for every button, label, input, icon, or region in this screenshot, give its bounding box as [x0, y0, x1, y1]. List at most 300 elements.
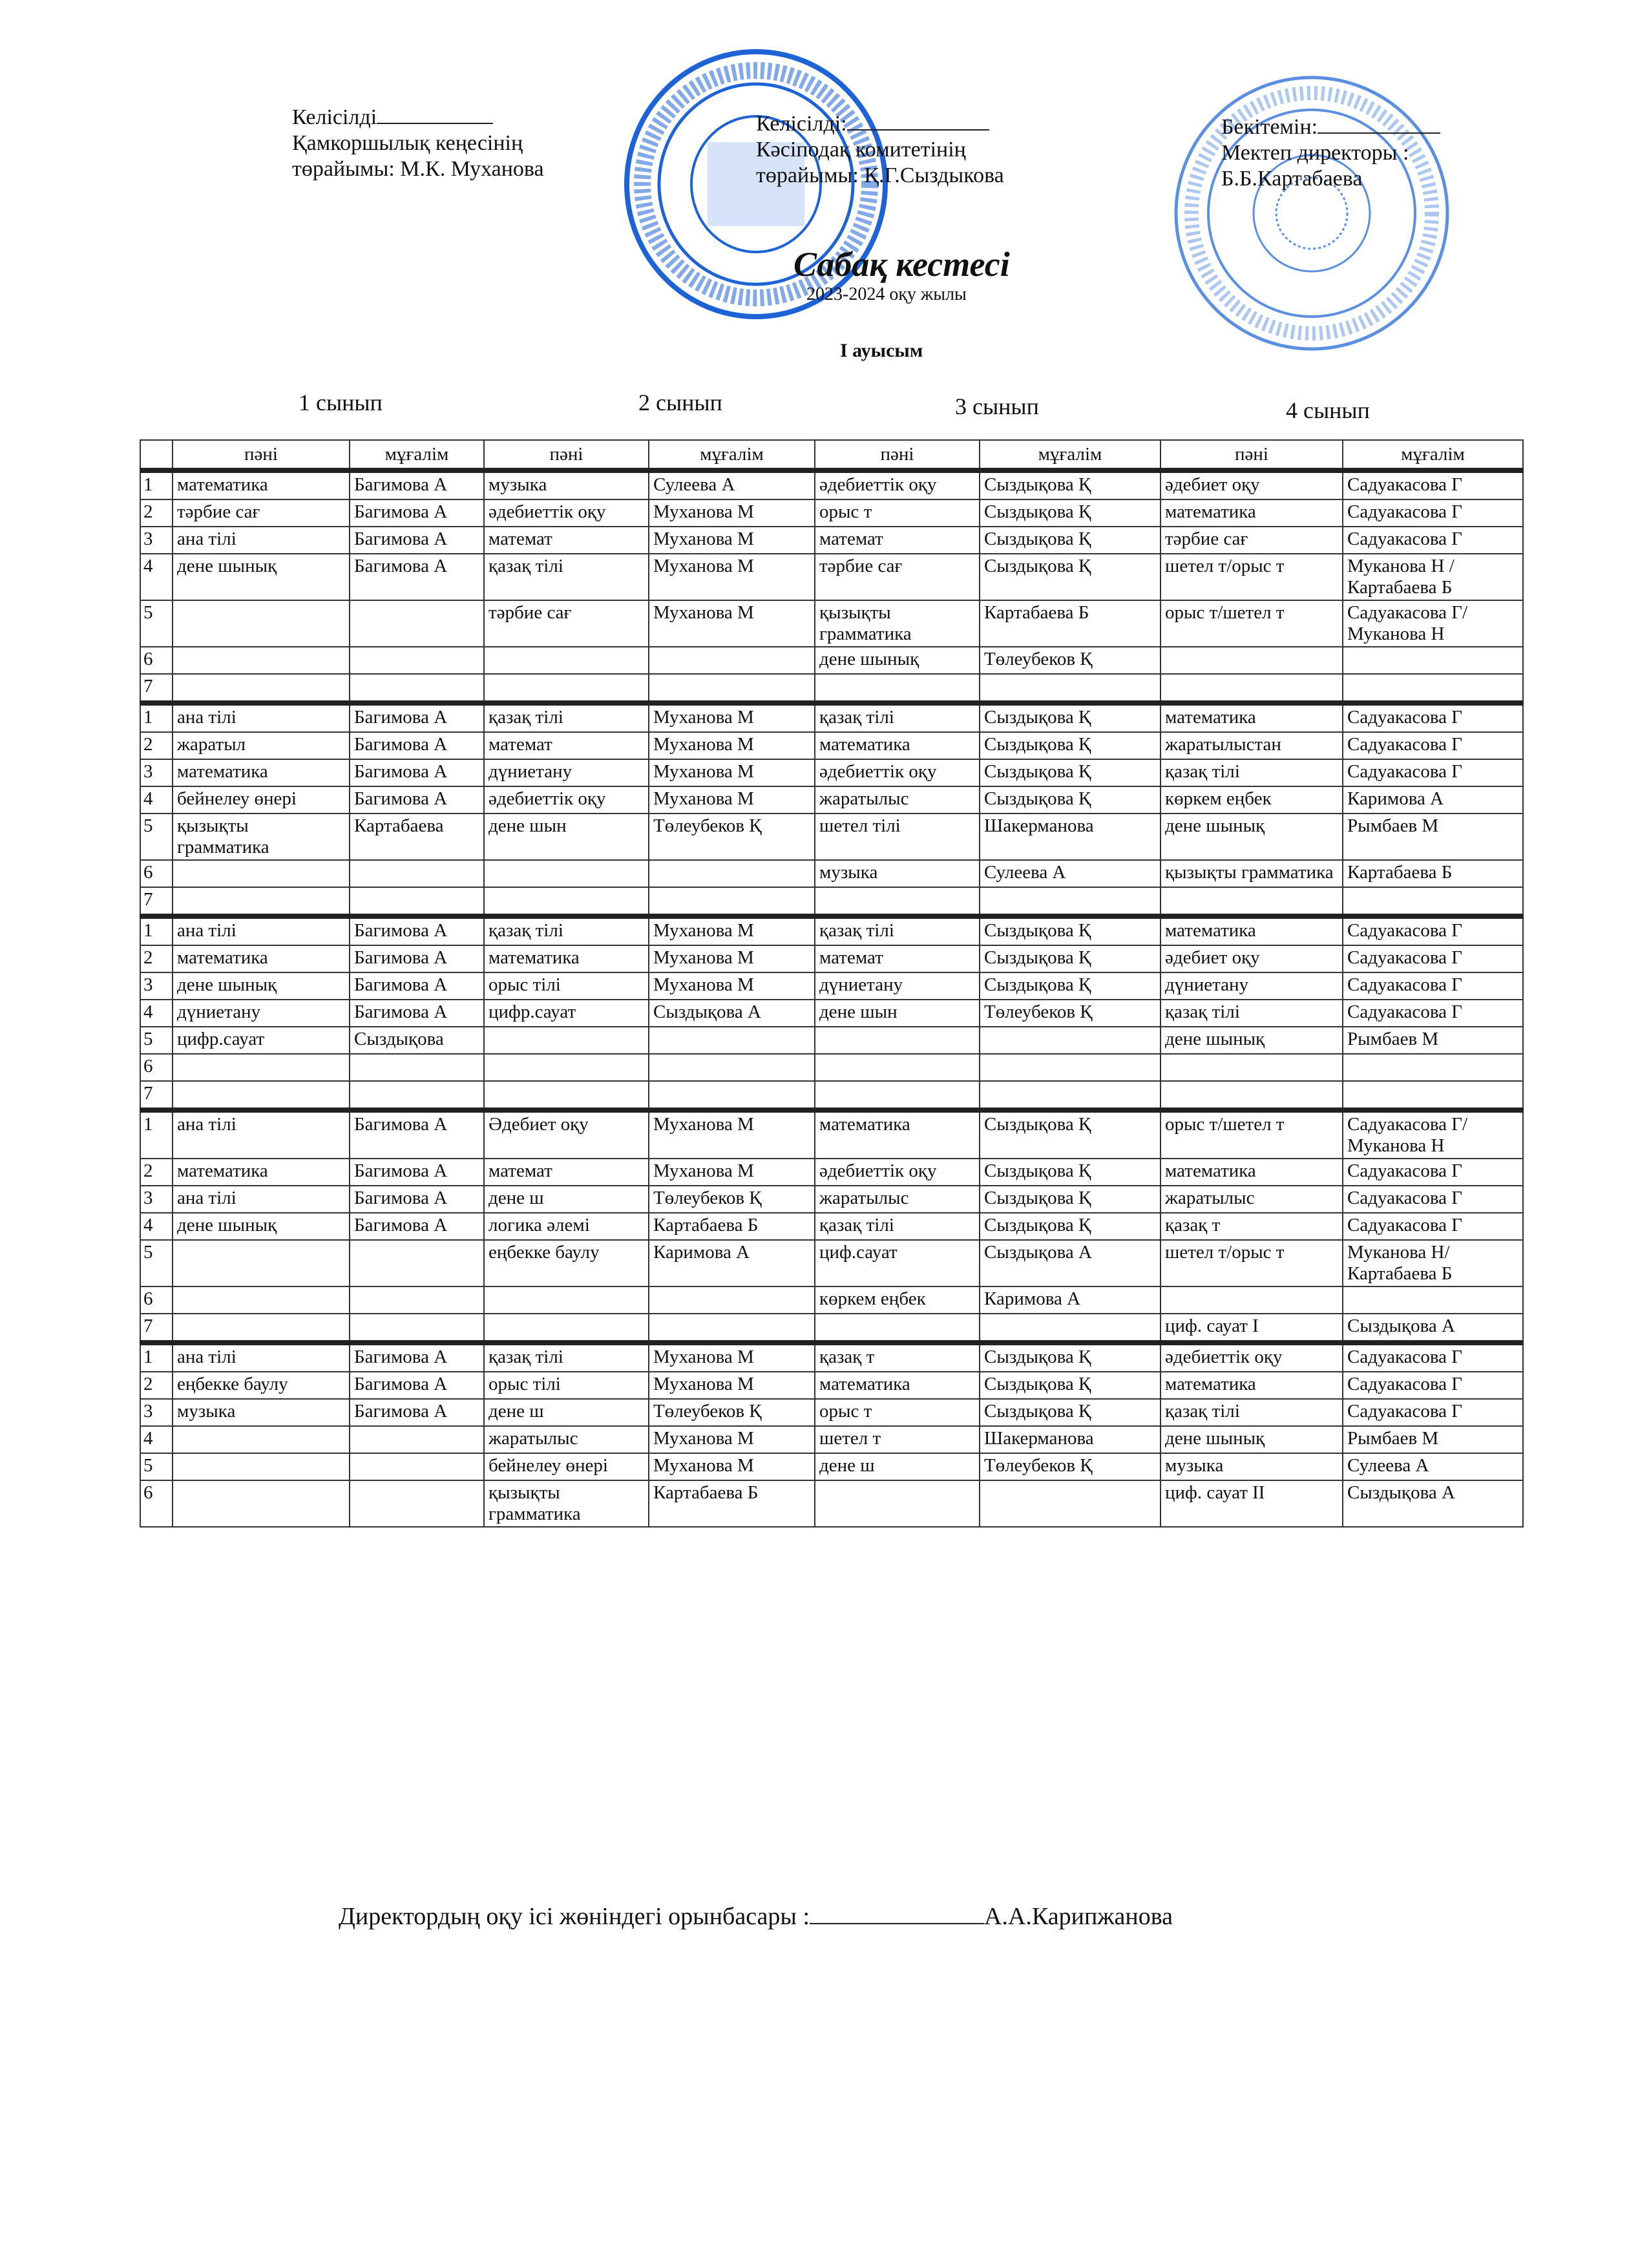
lesson-row — [140, 703, 1523, 732]
class3-subject: дене шын — [815, 1000, 980, 1027]
class2-teacher: Муханова М — [649, 916, 815, 945]
class3-subject: математ — [815, 945, 980, 972]
lesson-number: 4 — [140, 1000, 173, 1027]
lesson-number: 6 — [140, 1286, 173, 1314]
class2-teacher: Картабаева Б — [649, 1213, 815, 1240]
class1-subject: дене шынық — [173, 1213, 350, 1240]
lesson-number: 4 — [140, 1426, 173, 1453]
lesson-row — [140, 786, 1523, 814]
signature-line — [1318, 113, 1440, 134]
class3-teacher: Шакерманова — [980, 814, 1161, 860]
approval-right-line2: Мектеп директоры : — [1221, 141, 1409, 165]
class1-subject: ана тілі — [173, 527, 350, 554]
signature-line — [377, 103, 493, 124]
class1-teacher — [350, 600, 484, 647]
header-row — [140, 440, 1523, 470]
class3-teacher: Сыздықова Қ — [980, 703, 1161, 732]
lesson-number: 7 — [140, 1314, 173, 1343]
approval-left-line2: Қамкоршылық кеңесінің — [292, 131, 523, 155]
class2-teacher — [649, 1054, 815, 1081]
class2-subject: жаратылыс — [484, 1426, 649, 1453]
lesson-row — [140, 1110, 1523, 1159]
header-number — [140, 440, 173, 470]
lesson-number: 6 — [140, 860, 173, 887]
class3-teacher — [980, 1054, 1161, 1081]
class3-teacher: Сыздықова Қ — [980, 945, 1161, 972]
class3-subject: қазақ тілі — [815, 1213, 980, 1240]
class1-teacher — [350, 1480, 484, 1527]
class2-subject: дене ш — [484, 1399, 649, 1426]
class4-subject — [1161, 647, 1343, 674]
class4-subject: математика — [1161, 499, 1343, 527]
class2-teacher: Картабаева Б — [649, 1480, 815, 1527]
lesson-number: 5 — [140, 1453, 173, 1480]
class2-teacher: Муханова М — [649, 972, 815, 1000]
class3-teacher: Сыздықова Қ — [980, 1110, 1161, 1159]
lesson-number: 6 — [140, 647, 173, 674]
class1-subject: ана тілі — [173, 1110, 350, 1159]
class4-subject: математика — [1161, 916, 1343, 945]
class2-teacher: Муханова М — [649, 732, 815, 759]
class2-teacher: Муханова М — [649, 600, 815, 647]
class1-teacher — [350, 1054, 484, 1081]
class3-teacher: Сыздықова Қ — [980, 916, 1161, 945]
class2-subject: қазақ тілі — [484, 554, 649, 600]
class3-subject: әдебиеттік оқу — [815, 470, 980, 499]
schedule-table — [140, 439, 1524, 1528]
class2-subject — [484, 860, 649, 887]
class1-subject: тәрбие сағ — [173, 499, 350, 527]
class3-subject: жаратылыс — [815, 1186, 980, 1213]
class-heading-2: 2 сынып — [638, 390, 722, 415]
lesson-number: 2 — [140, 1159, 173, 1186]
approval-right — [1221, 113, 1440, 192]
class4-teacher — [1343, 674, 1523, 703]
class3-subject: орыс т — [815, 1399, 980, 1426]
class2-subject: музыка — [484, 470, 649, 499]
class4-subject: шетел т/орыс т — [1161, 554, 1343, 600]
academic-year: 2023-2024 оқу жылы — [806, 284, 967, 304]
approval-left-line1: Келісілді — [292, 105, 377, 129]
class1-teacher: Багимова А — [350, 470, 484, 499]
class2-subject: орыс тілі — [484, 1372, 649, 1399]
class3-subject: дене шынық — [815, 647, 980, 674]
class4-teacher: Садуакасова Г — [1343, 1000, 1523, 1027]
class3-teacher: Сыздықова Қ — [980, 1372, 1161, 1399]
class1-teacher: Багимова А — [350, 945, 484, 972]
lesson-row — [140, 674, 1523, 703]
class2-teacher — [649, 1081, 815, 1110]
class1-subject: ана тілі — [173, 916, 350, 945]
class3-subject: қызықты грамматика — [815, 600, 980, 647]
lesson-row — [140, 1186, 1523, 1213]
class2-subject: еңбекке баулу — [484, 1240, 649, 1286]
class3-subject: дене ш — [815, 1453, 980, 1480]
class3-teacher: Сыздықова Қ — [980, 1213, 1161, 1240]
lesson-row — [140, 945, 1523, 972]
class2-teacher: Муханова М — [649, 786, 815, 814]
class4-subject — [1161, 887, 1343, 916]
lesson-row — [140, 1081, 1523, 1110]
approval-middle-line1: Келісілді: — [756, 112, 847, 136]
class1-teacher: Багимова А — [350, 1343, 484, 1372]
class1-teacher: Багимова А — [350, 554, 484, 600]
lesson-row — [140, 600, 1523, 647]
class4-teacher: Садуакасова Г — [1343, 1372, 1523, 1399]
class1-subject: қызықты грамматика — [173, 814, 350, 860]
class4-teacher: Садуакасова Г — [1343, 470, 1523, 499]
lesson-row — [140, 1399, 1523, 1426]
class2-teacher: Муханова М — [649, 1110, 815, 1159]
class1-teacher: Багимова А — [350, 703, 484, 732]
class3-teacher: Сыздықова Қ — [980, 470, 1161, 499]
class4-subject: қазақ тілі — [1161, 759, 1343, 786]
lesson-row — [140, 1240, 1523, 1286]
class3-subject — [815, 887, 980, 916]
header-teacher: мұғалім — [1343, 440, 1523, 470]
class3-teacher: Сулеева А — [980, 860, 1161, 887]
class2-teacher — [649, 1314, 815, 1343]
class1-subject — [173, 860, 350, 887]
class3-subject: музыка — [815, 860, 980, 887]
class3-subject: математика — [815, 1372, 980, 1399]
class1-teacher — [350, 1286, 484, 1314]
lesson-number: 1 — [140, 470, 173, 499]
class1-subject: дене шынық — [173, 554, 350, 600]
class1-subject: математика — [173, 945, 350, 972]
class1-teacher: Багимова А — [350, 732, 484, 759]
class4-subject: қазақ тілі — [1161, 1000, 1343, 1027]
class3-teacher — [980, 1480, 1161, 1527]
lesson-number: 1 — [140, 1343, 173, 1372]
class1-subject: музыка — [173, 1399, 350, 1426]
class4-teacher — [1343, 1054, 1523, 1081]
lesson-row — [140, 1426, 1523, 1453]
class3-teacher: Сыздықова Қ — [980, 732, 1161, 759]
class4-teacher: Рымбаев М — [1343, 1027, 1523, 1054]
class1-teacher: Багимова А — [350, 1399, 484, 1426]
lesson-number: 7 — [140, 674, 173, 703]
class4-teacher: Садуакасова Г — [1343, 759, 1523, 786]
class3-teacher: Сыздықова Қ — [980, 499, 1161, 527]
lesson-row — [140, 1159, 1523, 1186]
lesson-number: 2 — [140, 1372, 173, 1399]
class4-teacher: Сыздықова А — [1343, 1314, 1523, 1343]
lesson-row — [140, 499, 1523, 527]
class4-teacher — [1343, 1081, 1523, 1110]
class4-subject: шетел т/орыс т — [1161, 1240, 1343, 1286]
approval-right-line3: Б.Б.Картабаева — [1221, 167, 1363, 191]
lesson-row — [140, 1480, 1523, 1527]
class4-subject: циф. сауат II — [1161, 1480, 1343, 1527]
class3-teacher: Сыздықова Қ — [980, 1186, 1161, 1213]
lesson-number: 3 — [140, 1399, 173, 1426]
class3-teacher: Сыздықова Қ — [980, 1399, 1161, 1426]
class1-subject: математика — [173, 470, 350, 499]
class4-subject: дене шынық — [1161, 814, 1343, 860]
class1-teacher: Багимова А — [350, 916, 484, 945]
class1-subject — [173, 1081, 350, 1110]
class2-subject: орыс тілі — [484, 972, 649, 1000]
class3-subject — [815, 674, 980, 703]
class2-teacher: Муханова М — [649, 1453, 815, 1480]
class2-subject: математика — [484, 945, 649, 972]
class1-teacher: Багимова А — [350, 1186, 484, 1213]
class4-subject: математика — [1161, 703, 1343, 732]
lesson-number: 1 — [140, 1110, 173, 1159]
header-teacher: мұғалім — [980, 440, 1161, 470]
lesson-number: 4 — [140, 554, 173, 600]
lesson-row — [140, 1000, 1523, 1027]
class1-subject — [173, 887, 350, 916]
class2-subject: әдебиеттік оқу — [484, 786, 649, 814]
class2-subject — [484, 1081, 649, 1110]
class4-teacher — [1343, 1286, 1523, 1314]
class2-teacher: Муханова М — [649, 703, 815, 732]
class4-teacher: Картабаева Б — [1343, 860, 1523, 887]
class1-subject — [173, 1453, 350, 1480]
class1-teacher — [350, 1240, 484, 1286]
lesson-row — [140, 1286, 1523, 1314]
class1-subject: ана тілі — [173, 1186, 350, 1213]
class4-subject: көркем еңбек — [1161, 786, 1343, 814]
class1-teacher — [350, 1081, 484, 1110]
footer-label: Директордың оқу ісі жөніндегі орынбасары : — [339, 1903, 810, 1930]
class3-subject: көркем еңбек — [815, 1286, 980, 1314]
class3-subject — [815, 1081, 980, 1110]
class4-teacher: Каримова А — [1343, 786, 1523, 814]
class4-subject: әдебиет оқу — [1161, 945, 1343, 972]
class3-subject: қазақ т — [815, 1343, 980, 1372]
class1-teacher: Багимова А — [350, 1372, 484, 1399]
class4-subject: математика — [1161, 1372, 1343, 1399]
class2-subject — [484, 1027, 649, 1054]
header-teacher: мұғалім — [350, 440, 484, 470]
lesson-number: 6 — [140, 1480, 173, 1527]
class1-subject — [173, 600, 350, 647]
class4-teacher: Сыздықова А — [1343, 1480, 1523, 1527]
class3-teacher — [980, 1081, 1161, 1110]
class4-teacher: Садуакасова Г — [1343, 1343, 1523, 1372]
class1-teacher: Багимова А — [350, 1213, 484, 1240]
class2-teacher: Муханова М — [649, 1159, 815, 1186]
class4-teacher: Рымбаев М — [1343, 1426, 1523, 1453]
class3-subject: әдебиеттік оқу — [815, 1159, 980, 1186]
lesson-row — [140, 814, 1523, 860]
class1-subject — [173, 1314, 350, 1343]
approval-middle — [756, 110, 1004, 189]
lesson-row — [140, 470, 1523, 499]
class2-subject: тәрбие сағ — [484, 600, 649, 647]
class2-teacher: Муханова М — [649, 554, 815, 600]
class3-subject: математика — [815, 732, 980, 759]
class4-subject: қызықты грамматика — [1161, 860, 1343, 887]
class4-teacher: Садуакасова Г — [1343, 1213, 1523, 1240]
class2-subject: дене шын — [484, 814, 649, 860]
approval-right-line1: Бекітемін: — [1221, 115, 1318, 139]
class3-teacher: Сыздықова Қ — [980, 527, 1161, 554]
class2-subject: әдебиеттік оқу — [484, 499, 649, 527]
class4-subject: тәрбие сағ — [1161, 527, 1343, 554]
class4-teacher: Садуакасова Г — [1343, 527, 1523, 554]
class4-teacher — [1343, 887, 1523, 916]
class3-teacher: Сыздықова А — [980, 1240, 1161, 1286]
class2-subject: математ — [484, 1159, 649, 1186]
class2-subject — [484, 647, 649, 674]
class4-teacher: Садуакасова Г — [1343, 1159, 1523, 1186]
class1-subject: математика — [173, 759, 350, 786]
class1-subject: цифр.сауат — [173, 1027, 350, 1054]
class4-teacher: Садуакасова Г — [1343, 972, 1523, 1000]
class3-teacher — [980, 1027, 1161, 1054]
class4-subject: жаратылыс — [1161, 1186, 1343, 1213]
class3-teacher: Сыздықова Қ — [980, 554, 1161, 600]
class3-subject: тәрбие сағ — [815, 554, 980, 600]
class2-teacher: Сулеева А — [649, 470, 815, 499]
class2-teacher — [649, 860, 815, 887]
class1-subject — [173, 1286, 350, 1314]
signature-line — [810, 1902, 984, 1924]
class1-subject: еңбекке баулу — [173, 1372, 350, 1399]
class1-subject: ана тілі — [173, 1343, 350, 1372]
class2-subject: логика әлемі — [484, 1213, 649, 1240]
class1-teacher — [350, 1314, 484, 1343]
class3-teacher: Сыздықова Қ — [980, 759, 1161, 786]
class2-teacher: Сыздықова А — [649, 1000, 815, 1027]
class2-subject — [484, 887, 649, 916]
class2-subject: қызықты грамматика — [484, 1480, 649, 1527]
lesson-row — [140, 1314, 1523, 1343]
class1-teacher: Багимова А — [350, 786, 484, 814]
class1-teacher — [350, 647, 484, 674]
class2-subject: математ — [484, 527, 649, 554]
class1-subject: бейнелеу өнері — [173, 786, 350, 814]
class4-subject: циф. сауат I — [1161, 1314, 1343, 1343]
class2-subject: қазақ тілі — [484, 703, 649, 732]
class2-teacher — [649, 674, 815, 703]
class4-teacher: Сулеева А — [1343, 1453, 1523, 1480]
lesson-row — [140, 916, 1523, 945]
class4-subject — [1161, 1286, 1343, 1314]
class3-teacher: Сыздықова Қ — [980, 972, 1161, 1000]
lesson-number: 5 — [140, 600, 173, 647]
class4-subject: дүниетану — [1161, 972, 1343, 1000]
class1-teacher — [350, 887, 484, 916]
lesson-row — [140, 1343, 1523, 1372]
lesson-number: 5 — [140, 1027, 173, 1054]
class2-teacher: Муханова М — [649, 499, 815, 527]
class3-subject: қазақ тілі — [815, 703, 980, 732]
class4-subject: математика — [1161, 1159, 1343, 1186]
class3-subject: шетел тілі — [815, 814, 980, 860]
class3-subject: циф.сауат — [815, 1240, 980, 1286]
class2-teacher: Муханова М — [649, 527, 815, 554]
class3-teacher: Сыздықова Қ — [980, 1159, 1161, 1186]
header-teacher: мұғалім — [649, 440, 815, 470]
class4-teacher: Садуакасова Г — [1343, 945, 1523, 972]
class2-teacher — [649, 887, 815, 916]
class4-subject: орыс т/шетел т — [1161, 1110, 1343, 1159]
class4-subject: музыка — [1161, 1453, 1343, 1480]
class1-subject — [173, 674, 350, 703]
class2-subject: қазақ тілі — [484, 916, 649, 945]
class2-subject — [484, 674, 649, 703]
class-heading-1: 1 сынып — [299, 390, 383, 415]
lesson-number: 4 — [140, 786, 173, 814]
class3-subject: әдебиеттік оқу — [815, 759, 980, 786]
lesson-number: 1 — [140, 703, 173, 732]
class4-teacher: Садуакасова Г — [1343, 499, 1523, 527]
class1-teacher — [350, 1426, 484, 1453]
class3-teacher: Шакерманова — [980, 1426, 1161, 1453]
class2-teacher: Муханова М — [649, 1372, 815, 1399]
class-heading-4: 4 сынып — [1286, 397, 1370, 423]
class2-subject: математ — [484, 732, 649, 759]
class1-subject: жаратыл — [173, 732, 350, 759]
document-title: Сабақ кестесі — [793, 245, 1010, 284]
class3-teacher: Төлеубеков Қ — [980, 1000, 1161, 1027]
class4-subject: қазақ т — [1161, 1213, 1343, 1240]
class4-subject: орыс т/шетел т — [1161, 600, 1343, 647]
class1-subject — [173, 1480, 350, 1527]
class4-subject — [1161, 1054, 1343, 1081]
class3-teacher — [980, 674, 1161, 703]
lesson-number: 3 — [140, 1186, 173, 1213]
class2-teacher: Төлеубеков Қ — [649, 814, 815, 860]
class2-teacher: Каримова А — [649, 1240, 815, 1286]
class4-teacher: Рымбаев М — [1343, 814, 1523, 860]
class2-subject: дене ш — [484, 1186, 649, 1213]
class1-teacher: Багимова А — [350, 1000, 484, 1027]
approval-middle-line3: төрайымы: Қ.Г.Сыздыкова — [756, 163, 1004, 187]
class1-teacher: Багимова А — [350, 972, 484, 1000]
class2-teacher: Муханова М — [649, 1426, 815, 1453]
class1-subject: математика — [173, 1159, 350, 1186]
lesson-row — [140, 647, 1523, 674]
class3-subject: шетел т — [815, 1426, 980, 1453]
class1-subject — [173, 647, 350, 674]
class2-teacher: Муханова М — [649, 945, 815, 972]
class2-teacher: Төлеубеков Қ — [649, 1399, 815, 1426]
class3-teacher: Картабаева Б — [980, 600, 1161, 647]
class2-subject: қазақ тілі — [484, 1343, 649, 1372]
class4-subject: қазақ тілі — [1161, 1399, 1343, 1426]
lesson-row — [140, 1213, 1523, 1240]
lesson-row — [140, 887, 1523, 916]
footer-signature — [339, 1902, 1173, 1931]
approval-left — [292, 103, 544, 182]
class4-teacher: Садуакасова Г/ Муканова Н — [1343, 1110, 1523, 1159]
class1-teacher: Багимова А — [350, 1159, 484, 1186]
class4-subject — [1161, 1081, 1343, 1110]
class2-subject: цифр.сауат — [484, 1000, 649, 1027]
class4-teacher: Садуакасова Г — [1343, 732, 1523, 759]
class1-teacher: Багимова А — [350, 1110, 484, 1159]
class1-subject — [173, 1426, 350, 1453]
class4-teacher: Муканова Н /Картабаева Б — [1343, 554, 1523, 600]
class3-subject — [815, 1054, 980, 1081]
class1-teacher — [350, 860, 484, 887]
header-subject: пәні — [484, 440, 649, 470]
class1-subject: дене шынық — [173, 972, 350, 1000]
lesson-row — [140, 554, 1523, 600]
class4-teacher: Садуакасова Г/ Муканова Н — [1343, 600, 1523, 647]
lesson-number: 2 — [140, 732, 173, 759]
class1-teacher: Картабаева — [350, 814, 484, 860]
class2-subject — [484, 1054, 649, 1081]
class4-teacher: Садуакасова Г — [1343, 1186, 1523, 1213]
class3-teacher: Каримова А — [980, 1286, 1161, 1314]
